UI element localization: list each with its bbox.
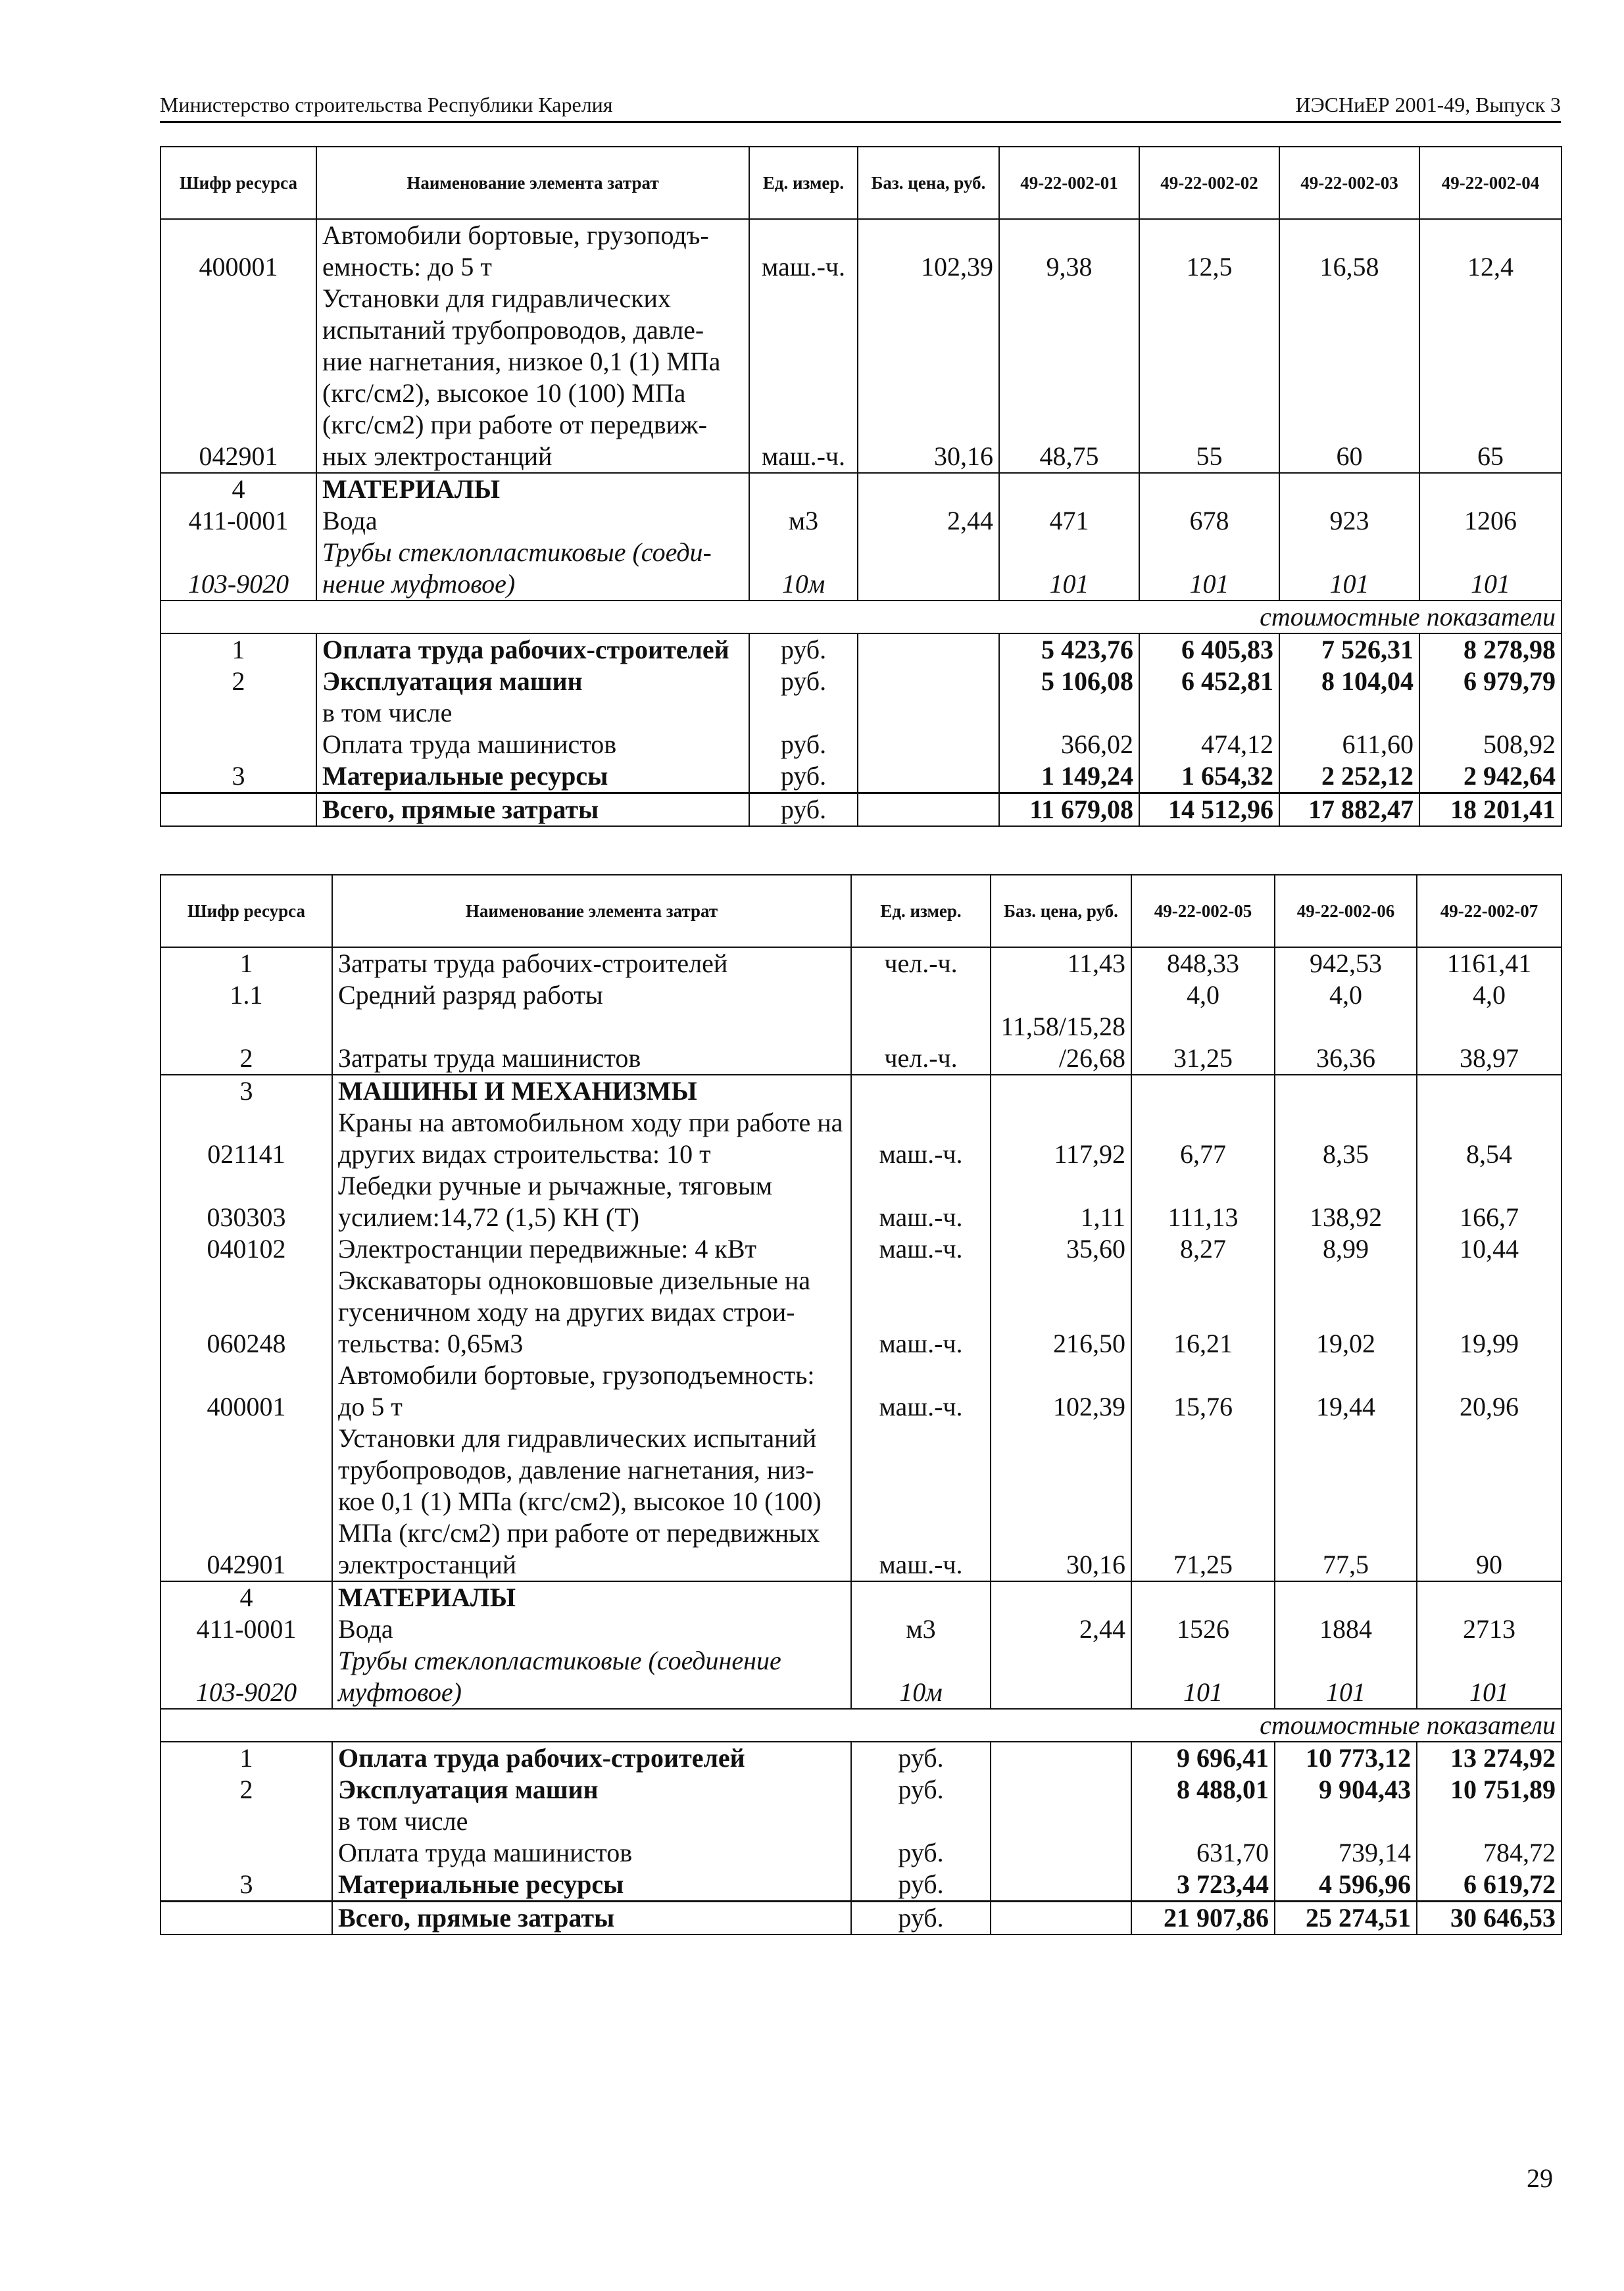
table-row [160, 283, 1562, 473]
norm-value: 77,5 [1275, 1423, 1417, 1581]
price-line-2: /26,68 [1058, 1043, 1125, 1073]
cost-value: 739,14 [1275, 1837, 1417, 1869]
cost-value: 5 423,76 [999, 633, 1139, 666]
cost-section-row [160, 1709, 1562, 1742]
cost-row [160, 729, 1562, 760]
cost-name: Эксплуатация машин [332, 1774, 851, 1806]
resource-name: Установки для гидравлических испытаний трубопроводов, давле-ние нагнетания, низкое 0,1 (1) МПа (кгс/см2), высокое 10 (100) МПа (кгс/см2) при работе от передвиж-ных электростанций [316, 283, 749, 473]
section-title: МАШИНЫ И МЕХАНИЗМЫ [332, 1075, 851, 1107]
cost-code: 1 [160, 633, 316, 666]
cost-value: 2 942,64 [1419, 760, 1562, 793]
resource-price [991, 979, 1131, 1011]
resource-price: 1,11 [991, 1170, 1131, 1233]
resource-unit: маш.-ч. [851, 1233, 991, 1265]
total-label: Всего, прямые затраты [332, 1902, 851, 1935]
cost-code [160, 729, 316, 760]
cost-value: 6 979,79 [1419, 666, 1562, 697]
cost-unit: руб. [851, 1742, 991, 1774]
cost-unit: руб. [749, 729, 858, 760]
resource-name: Затраты труда рабочих-строителей [332, 947, 851, 979]
norm-value: 1884 [1275, 1614, 1417, 1645]
norm-value: 19,44 [1275, 1360, 1417, 1423]
col-header-norm: 49-22-002-01 [999, 147, 1139, 219]
cost-unit [749, 697, 858, 729]
total-value: 25 274,51 [1275, 1902, 1417, 1935]
resource-price [858, 537, 999, 601]
table-row [160, 505, 1562, 537]
resource-table-2 [160, 874, 1562, 1935]
resource-code: 030303 [160, 1170, 332, 1233]
norm-value: 9,38 [999, 219, 1139, 283]
cost-unit [851, 1806, 991, 1837]
resource-name: Вода [316, 505, 749, 537]
cost-unit: руб. [851, 1869, 991, 1902]
norm-value: 16,21 [1131, 1265, 1275, 1360]
cost-value: 6 452,81 [1139, 666, 1279, 697]
resource-price [991, 1011, 1131, 1075]
resource-code: 060248 [160, 1265, 332, 1360]
table-row [160, 1614, 1562, 1645]
cost-name: Оплата труда рабочих-строителей [316, 633, 749, 666]
col-header-code: Шифр ресурса [160, 147, 316, 219]
cost-value: 474,12 [1139, 729, 1279, 760]
norm-value: 111,13 [1131, 1170, 1275, 1233]
norm-value: 8,27 [1131, 1233, 1275, 1265]
total-value: 30 646,53 [1417, 1902, 1562, 1935]
section-row [160, 1075, 1562, 1107]
cost-row [160, 633, 1562, 666]
price-line-1: 11,58/15,28 [1000, 1012, 1125, 1041]
resource-price: 30,16 [991, 1423, 1131, 1581]
section-title: МАТЕРИАЛЫ [332, 1581, 851, 1614]
table-row [160, 1423, 1562, 1581]
norm-value: 101 [1131, 1645, 1275, 1709]
resource-price: 216,50 [991, 1265, 1131, 1360]
resource-code: 400001 [160, 219, 316, 283]
cost-value: 1 654,32 [1139, 760, 1279, 793]
resource-unit: чел.-ч. [851, 947, 991, 979]
table-row [160, 1011, 1562, 1075]
table-row [160, 219, 1562, 283]
col-header-norm: 49-22-002-05 [1131, 875, 1275, 947]
resource-name: Лебедки ручные и рычажные, тяговым усилием:14,72 (1,5) КН (Т) [332, 1170, 851, 1233]
cost-unit: руб. [749, 633, 858, 666]
cost-value: 6 619,72 [1417, 1869, 1562, 1902]
resource-price: 35,60 [991, 1233, 1131, 1265]
resource-name: Средний разряд работы [332, 979, 851, 1011]
norm-value: 101 [1275, 1645, 1417, 1709]
norm-value: 12,5 [1139, 219, 1279, 283]
page-number: 29 [1527, 2163, 1553, 2193]
resource-code: 040102 [160, 1233, 332, 1265]
col-header-norm: 49-22-002-04 [1419, 147, 1562, 219]
resource-price: 30,16 [858, 283, 999, 473]
resource-unit: маш.-ч. [851, 1107, 991, 1170]
resource-code: 400001 [160, 1360, 332, 1423]
cost-unit: руб. [749, 760, 858, 793]
col-header-unit: Ед. измер. [749, 147, 858, 219]
cost-value: 9 696,41 [1131, 1742, 1275, 1774]
total-value: 18 201,41 [1419, 793, 1562, 827]
col-header-price: Баз. цена, руб. [858, 147, 999, 219]
total-value: 21 907,86 [1131, 1902, 1275, 1935]
resource-unit: м3 [749, 505, 858, 537]
resource-price: 117,92 [991, 1107, 1131, 1170]
norm-value: 90 [1417, 1423, 1562, 1581]
cost-code [160, 1902, 332, 1935]
cost-section-title: стоимостные показатели [160, 1709, 1562, 1742]
col-header-code: Шифр ресурса [160, 875, 332, 947]
norm-value: 101 [1139, 537, 1279, 601]
resource-unit: 10м [749, 537, 858, 601]
norm-value: 166,7 [1417, 1170, 1562, 1233]
norm-value: 1526 [1131, 1614, 1275, 1645]
col-header-unit: Ед. измер. [851, 875, 991, 947]
norm-value: 55 [1139, 283, 1279, 473]
cost-unit: руб. [749, 666, 858, 697]
cost-value: 508,92 [1419, 729, 1562, 760]
table-row [160, 1107, 1562, 1170]
cost-value: 4 596,96 [1275, 1869, 1417, 1902]
table-header-row [160, 875, 1562, 947]
norm-value: 471 [999, 505, 1139, 537]
norm-value: 101 [1417, 1645, 1562, 1709]
cost-name: в том числе [332, 1806, 851, 1837]
table-row [160, 979, 1562, 1011]
cost-name: Оплата труда машинистов [316, 729, 749, 760]
norm-value: 31,25 [1131, 1011, 1275, 1075]
total-row [160, 793, 1562, 827]
cost-name: Оплата труда машинистов [332, 1837, 851, 1869]
cost-value: 7 526,31 [1279, 633, 1419, 666]
norm-value: 1161,41 [1417, 947, 1562, 979]
cost-name: Материальные ресурсы [332, 1869, 851, 1902]
section-code: 4 [160, 473, 316, 505]
section-row [160, 1581, 1562, 1614]
resource-unit: маш.-ч. [851, 1265, 991, 1360]
norm-value: 8,99 [1275, 1233, 1417, 1265]
section-title: МАТЕРИАЛЫ [316, 473, 749, 505]
col-header-norm: 49-22-002-03 [1279, 147, 1419, 219]
resource-code: 103-9020 [160, 537, 316, 601]
cost-value: 8 104,04 [1279, 666, 1419, 697]
norm-value: 138,92 [1275, 1170, 1417, 1233]
norm-value: 71,25 [1131, 1423, 1275, 1581]
norm-value: 12,4 [1419, 219, 1562, 283]
table-row [160, 537, 1562, 601]
resource-code: 411-0001 [160, 505, 316, 537]
norm-value: 4,0 [1275, 979, 1417, 1011]
resource-name: Затраты труда машинистов [332, 1011, 851, 1075]
cost-row [160, 1774, 1562, 1806]
cost-row [160, 1837, 1562, 1869]
norm-value: 848,33 [1131, 947, 1275, 979]
cost-code [160, 793, 316, 827]
resource-unit: маш.-ч. [851, 1423, 991, 1581]
cost-value: 9 904,43 [1275, 1774, 1417, 1806]
resource-unit: маш.-ч. [749, 219, 858, 283]
cost-row [160, 697, 1562, 729]
total-value: 11 679,08 [999, 793, 1139, 827]
resource-table-1 [160, 146, 1562, 827]
norm-value: 19,99 [1417, 1265, 1562, 1360]
norm-value: 2713 [1417, 1614, 1562, 1645]
cost-unit: руб. [749, 793, 858, 827]
resource-code: 042901 [160, 283, 316, 473]
cost-name: Эксплуатация машин [316, 666, 749, 697]
cost-code [160, 697, 316, 729]
total-label: Всего, прямые затраты [316, 793, 749, 827]
cost-row [160, 760, 1562, 793]
resource-unit: маш.-ч. [851, 1360, 991, 1423]
cost-value: 3 723,44 [1131, 1869, 1275, 1902]
cost-row [160, 1742, 1562, 1774]
norm-value: 4,0 [1417, 979, 1562, 1011]
cost-value: 8 278,98 [1419, 633, 1562, 666]
table-row [160, 1170, 1562, 1233]
norm-value: 19,02 [1275, 1265, 1417, 1360]
table-row [160, 947, 1562, 979]
resource-price: 2,44 [991, 1614, 1131, 1645]
resource-unit: м3 [851, 1614, 991, 1645]
norm-value: 15,76 [1131, 1360, 1275, 1423]
page-header [160, 88, 1561, 123]
cost-value: 8 488,01 [1131, 1774, 1275, 1806]
resource-price: 11,43 [991, 947, 1131, 979]
cost-value: 631,70 [1131, 1837, 1275, 1869]
norm-value: 38,97 [1417, 1011, 1562, 1075]
total-row [160, 1902, 1562, 1935]
table-row [160, 1360, 1562, 1423]
resource-price: 102,39 [991, 1360, 1131, 1423]
norm-value: 101 [999, 537, 1139, 601]
cost-unit: руб. [851, 1774, 991, 1806]
cost-value: 784,72 [1417, 1837, 1562, 1869]
resource-code: 2 [160, 1011, 332, 1075]
norm-value: 16,58 [1279, 219, 1419, 283]
resource-name: Автомобили бортовые, грузоподъ-емность: до 5 т [316, 219, 749, 283]
ministry-title: Министерство строительства Республики Карелия [160, 93, 613, 116]
cost-value: 1 149,24 [999, 760, 1139, 793]
resource-unit: маш.-ч. [851, 1170, 991, 1233]
cost-name: Материальные ресурсы [316, 760, 749, 793]
table-row [160, 1265, 1562, 1360]
table-row [160, 1645, 1562, 1709]
cost-code: 3 [160, 760, 316, 793]
cost-code [160, 1837, 332, 1869]
cost-code: 2 [160, 666, 316, 697]
col-header-price: Баз. цена, руб. [991, 875, 1131, 947]
resource-name: Краны на автомобильном ходу при работе на других видах строительства: 10 т [332, 1107, 851, 1170]
norm-value: 101 [1279, 537, 1419, 601]
resource-price: 2,44 [858, 505, 999, 537]
norm-value: 942,53 [1275, 947, 1417, 979]
cost-value: 2 252,12 [1279, 760, 1419, 793]
norm-value: 48,75 [999, 283, 1139, 473]
cost-value: 611,60 [1279, 729, 1419, 760]
norm-value: 20,96 [1417, 1360, 1562, 1423]
cost-code [160, 1806, 332, 1837]
cost-code: 2 [160, 1774, 332, 1806]
resource-code: 1.1 [160, 979, 332, 1011]
cost-section-title: стоимостные показатели [160, 601, 1562, 633]
cost-section-row [160, 601, 1562, 633]
cost-value: 6 405,83 [1139, 633, 1279, 666]
norm-value: 60 [1279, 283, 1419, 473]
norm-value: 8,35 [1275, 1107, 1417, 1170]
resource-name: Трубы стеклопластиковые (соединение муфтовое) [332, 1645, 851, 1709]
resource-code: 103-9020 [160, 1645, 332, 1709]
norm-value: 10,44 [1417, 1233, 1562, 1265]
norm-value: 36,36 [1275, 1011, 1417, 1075]
col-header-norm: 49-22-002-02 [1139, 147, 1279, 219]
resource-name: Электростанции передвижные: 4 кВт [332, 1233, 851, 1265]
resource-code: 1 [160, 947, 332, 979]
col-header-norm: 49-22-002-06 [1275, 875, 1417, 947]
resource-name: Автомобили бортовые, грузоподъемность: до 5 т [332, 1360, 851, 1423]
col-header-name: Наименование элемента затрат [316, 147, 749, 219]
resource-unit: 10м [851, 1645, 991, 1709]
cost-code: 1 [160, 1742, 332, 1774]
norm-value: 678 [1139, 505, 1279, 537]
norm-value: 101 [1419, 537, 1562, 601]
cost-unit: руб. [851, 1837, 991, 1869]
resource-unit: чел.-ч. [851, 1011, 991, 1075]
section-code: 4 [160, 1581, 332, 1614]
cost-value: 10 751,89 [1417, 1774, 1562, 1806]
col-header-norm: 49-22-002-07 [1417, 875, 1562, 947]
cost-row [160, 1869, 1562, 1902]
section-row [160, 473, 1562, 505]
resource-code: 021141 [160, 1107, 332, 1170]
cost-value: 10 773,12 [1275, 1742, 1417, 1774]
norm-value: 65 [1419, 283, 1562, 473]
cost-name: Оплата труда рабочих-строителей [332, 1742, 851, 1774]
resource-price: 102,39 [858, 219, 999, 283]
norm-value: 1206 [1419, 505, 1562, 537]
cost-value: 366,02 [999, 729, 1139, 760]
norm-value: 923 [1279, 505, 1419, 537]
cost-row [160, 1806, 1562, 1837]
norm-value: 8,54 [1417, 1107, 1562, 1170]
resource-unit: маш.-ч. [749, 283, 858, 473]
section-code: 3 [160, 1075, 332, 1107]
resource-code: 411-0001 [160, 1614, 332, 1645]
resource-name: Вода [332, 1614, 851, 1645]
cost-value: 13 274,92 [1417, 1742, 1562, 1774]
resource-name: Установки для гидравлических испытаний трубопроводов, давление нагнетания, низ-кое 0,1 (1) МПа (кгс/см2), высокое 10 (100) МПа (кгс/см2) при работе от передвижных электростанций [332, 1423, 851, 1581]
document-code: ИЭСНиЕР 2001-49, Выпуск 3 [1295, 93, 1561, 116]
cost-value: 5 106,08 [999, 666, 1139, 697]
table-header-row [160, 147, 1562, 219]
resource-name: Трубы стеклопластиковые (соеди-нение муфтовое) [316, 537, 749, 601]
col-header-name: Наименование элемента затрат [332, 875, 851, 947]
resource-unit [851, 979, 991, 1011]
resource-name: Экскаваторы одноковшовые дизельные на гусеничном ходу на других видах строи-тельства: 0,65м3 [332, 1265, 851, 1360]
cost-code: 3 [160, 1869, 332, 1902]
total-value: 17 882,47 [1279, 793, 1419, 827]
table-row [160, 1233, 1562, 1265]
total-value: 14 512,96 [1139, 793, 1279, 827]
cost-unit: руб. [851, 1902, 991, 1935]
resource-price [991, 1645, 1131, 1709]
cost-name: в том числе [316, 697, 749, 729]
resource-code: 042901 [160, 1423, 332, 1581]
cost-row [160, 666, 1562, 697]
norm-value: 4,0 [1131, 979, 1275, 1011]
norm-value: 6,77 [1131, 1107, 1275, 1170]
